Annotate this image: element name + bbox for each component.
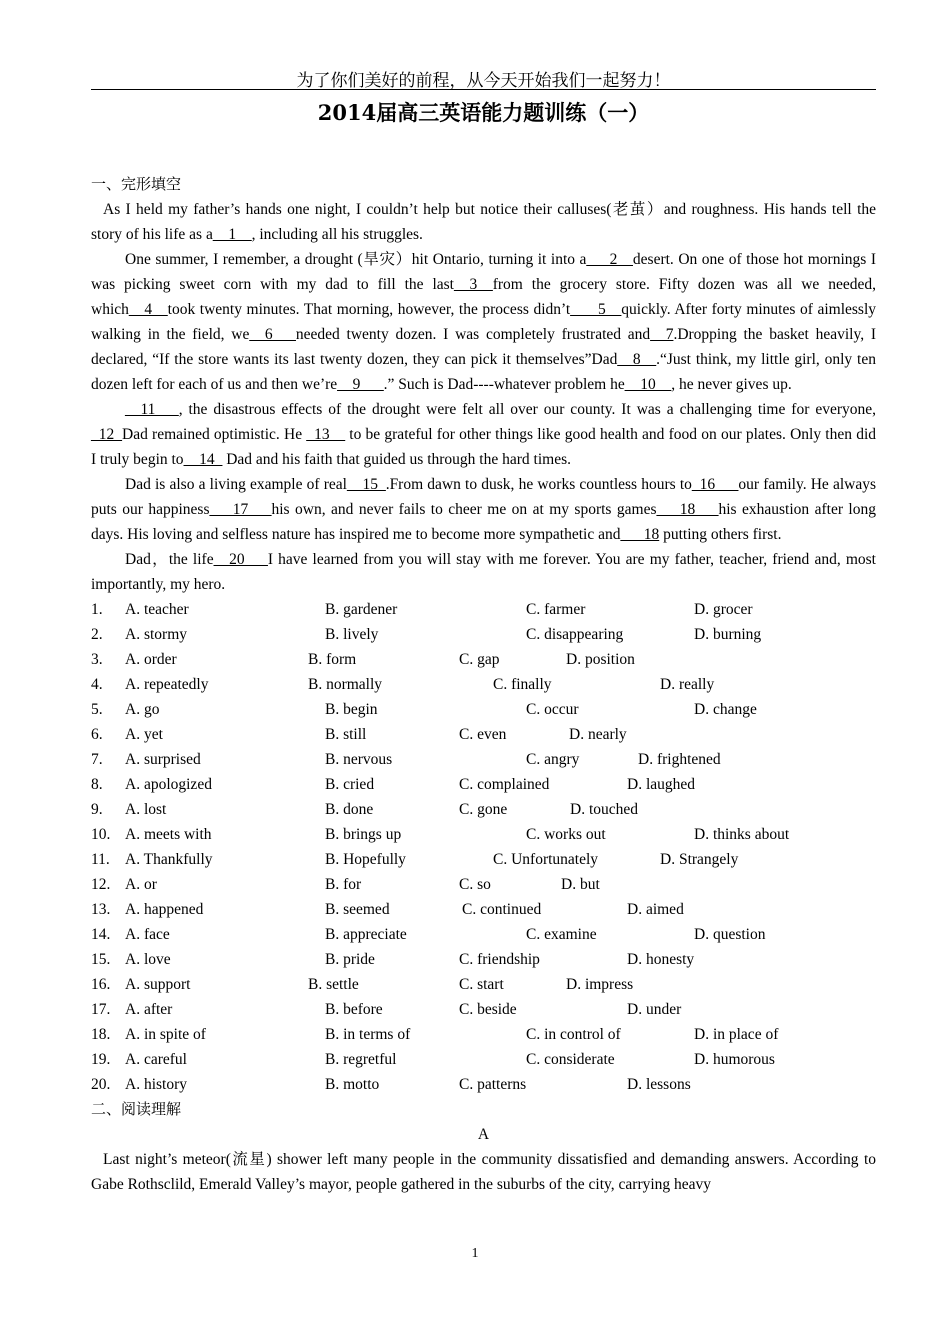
- question-number: 1.: [91, 601, 103, 618]
- cloze-paragraph-1: As I held my father’s hands one night, I couldn’t help but notice their calluses(老茧）and roughness. His hands tell the story of his life as a__1__, including all his struggles.: [91, 201, 876, 243]
- question-number: 16.: [91, 976, 111, 993]
- option-a: A. stormy: [125, 626, 187, 643]
- option-d: D. lessons: [627, 1076, 691, 1093]
- blank-19: ___18: [620, 526, 660, 543]
- blank-11: __11___: [125, 401, 179, 418]
- option-d: D. frightened: [638, 751, 721, 768]
- question-number: 12.: [91, 876, 111, 893]
- option-b: B. still: [325, 726, 367, 743]
- blank-7: __7: [650, 326, 674, 343]
- blank-6: __6___: [249, 326, 296, 343]
- question-row: [91, 647, 876, 672]
- option-b: B. Hopefully: [325, 851, 406, 868]
- option-b: B. settle: [308, 976, 359, 993]
- option-c: C. gone: [459, 801, 508, 818]
- option-b: B. in terms of: [325, 1026, 411, 1043]
- question-row: [91, 822, 876, 847]
- option-c: C. examine: [526, 926, 597, 943]
- option-c: C. friendship: [459, 951, 540, 968]
- option-c: C. finally: [493, 676, 552, 693]
- option-c: C. gap: [459, 651, 500, 668]
- option-d: D. burning: [694, 626, 762, 643]
- cloze-paragraph-4: Dad is also a living example of real__15_.From dawn to dusk, he works countless hours to_16___our family. He always puts our happiness___17___his own, and never fails to cheer me on at my sports games___18___his exhaustion after long days. His loving and selfless nature has inspired me to become more sympathetic and___18 putting others first.: [91, 476, 877, 543]
- question-number: 14.: [91, 926, 111, 943]
- blank-15: __15_: [346, 476, 386, 493]
- question-row: [91, 747, 876, 772]
- blank-12: _12_: [91, 426, 122, 443]
- cloze-paragraph-2: One summer, I remember, a drought (旱灾）hit Ontario, turning it into a___2__desert. On one of those hot mornings I was picking sweet corn with my dad to fill the last__3__from the grocery store. Fifty dozen was all we needed, which__4__took twenty minutes. That morning, however, the process didn’t_ __5__quickly. After forty minutes of aimlessly walking in the field, we__6___needed twenty dozen. I was completely frustrated and__7.Dropping the basket heavily, I declared, “If the store wants its last twenty dozen, they can pick it themselves”Dad__8__.“Just think, my little girl, only ten dozen left for each of us and then we’re__9___.” Such is Dad----whatever problem he__10__, he never gives up.: [91, 251, 877, 393]
- option-c: C. works out: [526, 826, 606, 843]
- option-b: B. begin: [325, 701, 378, 718]
- question-row: [91, 922, 876, 947]
- cloze-paragraph-3: __11___, the disastrous effects of the drought were felt all over our county. It was a challenging time for everyone, _12_Dad remained optimistic. He _13__ to be grateful for other things like good health and food on our plates. Only then did I truly begin to__14_ Dad and his faith that guided us through the hard times.: [91, 401, 877, 468]
- question-row: [91, 1047, 876, 1072]
- option-a: A. apologized: [125, 776, 212, 793]
- question-row: [91, 1022, 876, 1047]
- option-d: D. aimed: [627, 901, 684, 918]
- reading-paragraph-1: Last night’s meteor(流星) shower left many people in the community dissatisfied and demanding answers. According to Gabe Rothsclild, Emerald Valley’s mayor, people gathered in the suburbs of the city, carrying heavy: [91, 1151, 876, 1193]
- question-number: 10.: [91, 826, 111, 843]
- question-row: [91, 872, 876, 897]
- option-c: C. start: [459, 976, 504, 993]
- option-c: C. so: [459, 876, 491, 893]
- blank-3: __3__: [453, 276, 493, 293]
- option-a: A. repeatedly: [125, 676, 209, 693]
- option-c: C. patterns: [459, 1076, 527, 1093]
- option-a: A. teacher: [125, 601, 189, 618]
- question-number: 19.: [91, 1051, 111, 1068]
- question-row: [91, 972, 876, 997]
- option-d: D. thinks about: [694, 826, 790, 843]
- question-number: 4.: [91, 676, 103, 693]
- option-b: B. regretful: [325, 1051, 397, 1068]
- option-c: C. farmer: [526, 601, 586, 618]
- option-c: C. considerate: [526, 1051, 615, 1068]
- question-number: 3.: [91, 651, 103, 668]
- cloze-paragraph-5: Dad，the life__20___I have learned from you will stay with me forever. You are my father, teacher, friend and, most importantly, my hero.: [91, 551, 876, 593]
- question-row: [91, 672, 876, 697]
- option-b: B. done: [325, 801, 374, 818]
- option-d: D. but: [561, 876, 600, 893]
- question-number: 8.: [91, 776, 103, 793]
- question-row: [91, 847, 876, 872]
- page-title: 2014届高三英语能力题训练（一）: [317, 100, 650, 125]
- option-a: A. after: [125, 1001, 173, 1018]
- question-row: [91, 1072, 876, 1097]
- blank-18: ___18___: [656, 501, 719, 518]
- question-number: 13.: [91, 901, 111, 918]
- option-a: A. history: [125, 1076, 187, 1093]
- option-d: D. nearly: [569, 726, 627, 743]
- question-number: 5.: [91, 701, 103, 718]
- blank-4: __4__: [128, 301, 168, 318]
- option-b: B. seemed: [325, 901, 390, 918]
- option-a: A. support: [125, 976, 191, 993]
- option-b: B. cried: [325, 776, 375, 793]
- blank-16: _16___: [691, 476, 739, 493]
- option-d: D. humorous: [694, 1051, 775, 1068]
- question-number: 7.: [91, 751, 103, 768]
- question-number: 2.: [91, 626, 103, 643]
- question-row: [91, 797, 876, 822]
- question-number: 9.: [91, 801, 103, 818]
- option-b: B. lively: [325, 626, 379, 643]
- option-a: A. meets with: [125, 826, 212, 843]
- option-b: B. nervous: [325, 751, 393, 768]
- question-row: [91, 997, 876, 1022]
- section-reading-heading: 二、阅读理解: [91, 1100, 182, 1118]
- blank-2: ___2__: [586, 251, 633, 268]
- option-a: A. careful: [125, 1051, 187, 1068]
- option-b: B. motto: [325, 1076, 380, 1093]
- blank-17: ___17___: [209, 501, 272, 518]
- option-b: B. for: [325, 876, 362, 893]
- question-number: 11.: [91, 851, 110, 868]
- option-c: C. complained: [459, 776, 550, 793]
- option-b: B. gardener: [325, 601, 398, 618]
- option-a: A. happened: [125, 901, 204, 918]
- option-d: D. really: [660, 676, 715, 693]
- option-d: D. Strangely: [660, 851, 739, 868]
- content: [91, 172, 876, 1197]
- option-c: C. in control of: [526, 1026, 621, 1043]
- option-a: A. yet: [125, 726, 163, 743]
- option-d: D. in place of: [694, 1026, 779, 1043]
- option-d: D. honesty: [627, 951, 695, 968]
- option-c: C. even: [459, 726, 507, 743]
- option-c: C. disappearing: [526, 626, 624, 643]
- option-d: D. laughed: [627, 776, 696, 793]
- blank-10: __10__: [624, 376, 672, 393]
- option-a: A. order: [125, 651, 177, 668]
- option-a: A. in spite of: [125, 1026, 206, 1043]
- question-row: [91, 897, 876, 922]
- question-row: [91, 947, 876, 972]
- page-header: 为了你们美好的前程，从今天开始我们一起努力！: [296, 71, 671, 91]
- blank-1: __1__: [212, 226, 252, 243]
- option-a: A. face: [125, 926, 170, 943]
- question-row: [91, 622, 876, 647]
- question-number: 17.: [91, 1001, 111, 1018]
- question-number: 15.: [91, 951, 111, 968]
- option-c: C. beside: [459, 1001, 517, 1018]
- option-d: D. impress: [566, 976, 634, 993]
- passage-label: A: [477, 1126, 490, 1143]
- blank-9: __9___: [337, 376, 384, 393]
- option-c: C. angry: [526, 751, 580, 768]
- blank-13: _13__: [306, 426, 346, 443]
- question-row: [91, 697, 876, 722]
- option-a: A. go: [125, 701, 160, 718]
- option-a: A. surprised: [125, 751, 201, 768]
- question-number: 6.: [91, 726, 103, 743]
- option-a: A. or: [125, 876, 157, 893]
- option-d: D. grocer: [694, 601, 753, 618]
- option-c: C. continued: [462, 901, 542, 918]
- option-b: B. normally: [308, 676, 383, 693]
- option-d: D. position: [566, 651, 635, 668]
- option-d: D. touched: [570, 801, 639, 818]
- blank-8: __8__: [617, 351, 657, 368]
- blank-5: _ __5__: [570, 301, 622, 318]
- option-b: B. appreciate: [325, 926, 407, 943]
- option-c: C. Unfortunately: [493, 851, 599, 868]
- option-d: D. question: [694, 926, 766, 943]
- option-a: A. lost: [125, 801, 167, 818]
- question-row: [91, 597, 876, 622]
- option-c: C. occur: [526, 701, 579, 718]
- option-d: D. under: [627, 1001, 682, 1018]
- options-list: [91, 597, 876, 1097]
- option-b: B. pride: [325, 951, 375, 968]
- question-number: 18.: [91, 1026, 111, 1043]
- option-a: A. love: [125, 951, 171, 968]
- section-cloze-heading: 一、完形填空: [91, 175, 182, 193]
- option-b: B. form: [308, 651, 357, 668]
- blank-14: __14_: [183, 451, 223, 468]
- option-d: D. change: [694, 701, 757, 718]
- header-rule: [91, 89, 876, 90]
- option-a: A. Thankfully: [125, 851, 213, 868]
- option-b: B. before: [325, 1001, 383, 1018]
- question-row: [91, 772, 876, 797]
- option-b: B. brings up: [325, 826, 402, 843]
- page-number: 1: [471, 1246, 479, 1261]
- question-row: [91, 722, 876, 747]
- blank-20: __20___: [213, 551, 268, 568]
- question-number: 20.: [91, 1076, 111, 1093]
